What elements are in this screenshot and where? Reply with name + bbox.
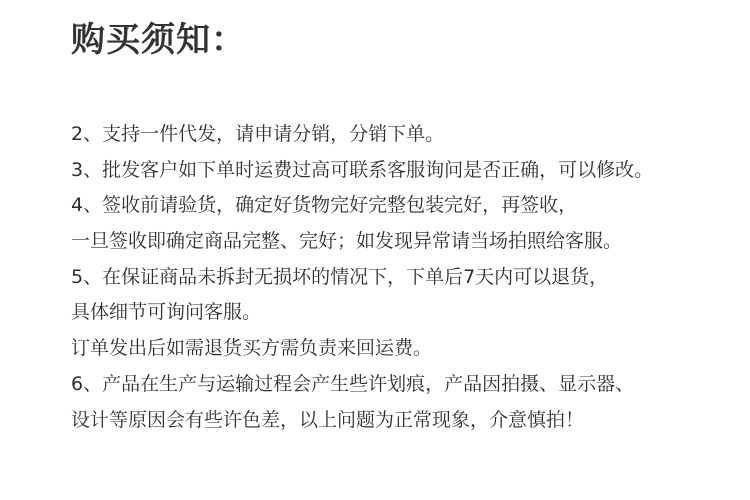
notice-line: 5、在保证商品未拆封无损坏的情况下，下单后7天内可以退货，	[71, 265, 609, 288]
notice-line: 一旦签收即确定商品完整、完好；如发现异常请当场拍照给客服。	[71, 230, 623, 253]
notice-line: 3、批发客户如下单时运费过高可联系客服询问是否正确，可以修改。	[71, 158, 654, 181]
notice-line: 具体细节可询问客服。	[71, 301, 262, 324]
notice-line: 设计等原因会有些许色差，以上问题为正常现象，介意慎拍！	[71, 408, 585, 431]
notice-line: 订单发出后如需退货买方需负责来回运费。	[71, 337, 433, 360]
notice-line: 4、签收前请验货，确定好货物完好完整包装完好，再签收，	[71, 194, 578, 217]
notice-lines	[71, 117, 653, 438]
notice-line: 2、支持一件代发，请申请分销，分销下单。	[71, 123, 445, 145]
notice-line: 6、产品在生产与运输过程会产生些许划痕，产品因拍摄、显示器、	[71, 372, 635, 395]
notice-title: 购买须知：	[71, 20, 246, 60]
